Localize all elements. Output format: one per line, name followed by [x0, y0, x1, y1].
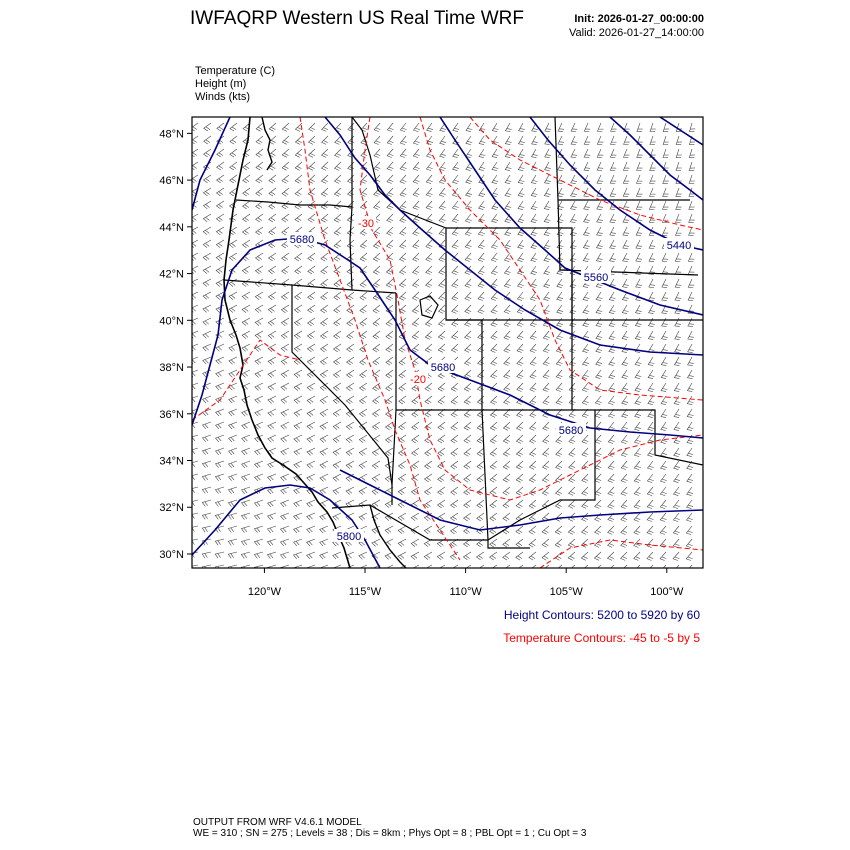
lat-tick-label: 32°N	[159, 502, 184, 515]
lon-tick-label: 120°W	[247, 586, 281, 598]
height-label-5680-central: 5680	[430, 362, 456, 374]
lat-tick-label: 40°N	[159, 315, 184, 328]
temperature-contour-legend: Temperature Contours: -45 to -5 by 5	[503, 631, 700, 645]
lat-tick-label: 46°N	[159, 175, 184, 188]
lat-tick-label: 44°N	[159, 221, 184, 234]
lat-tick-label: 30°N	[159, 548, 184, 561]
lat-tick-label: 48°N	[159, 128, 184, 141]
lat-tick-label: 42°N	[159, 268, 184, 281]
lat-tick-label: 36°N	[159, 408, 184, 421]
field-label-winds: Winds (kts)	[195, 91, 250, 103]
lon-tick-label: 115°W	[348, 586, 382, 598]
height-label-5560: 5560	[583, 272, 609, 284]
lat-tick-label: 34°N	[159, 455, 184, 468]
temp-label-minus-20: -20	[410, 374, 426, 386]
valid-time: Valid: 2026-01-27_14:00:00	[569, 27, 704, 39]
lon-tick-label: 105°W	[549, 586, 583, 598]
height-label-5800: 5800	[336, 531, 362, 543]
height-label-5440: 5440	[666, 240, 692, 252]
temp-label-minus-30: -30	[358, 218, 374, 230]
model-info-line2: WE = 310 ; SN = 275 ; Levels = 38 ; Dis = 8km ; Phys Opt = 8 ; PBL Opt = 1 ; Cu Opt = 3	[193, 828, 587, 839]
lon-tick-label: 100°W	[650, 586, 684, 598]
init-time: Init: 2026-01-27_00:00:00	[574, 13, 704, 25]
height-label-5680-east: 5680	[558, 425, 584, 437]
lat-tick-label: 38°N	[159, 362, 184, 375]
model-info-line1: OUTPUT FROM WRF V4.6.1 MODEL	[193, 817, 362, 828]
height-label-5680-north: 5680	[289, 234, 315, 246]
height-contour-legend: Height Contours: 5200 to 5920 by 60	[503, 608, 700, 622]
lon-tick-label: 110°W	[449, 586, 482, 598]
map-title: IWFAQRP Western US Real Time WRF	[190, 8, 524, 29]
field-label-height: Height (m)	[195, 78, 247, 90]
field-label-temperature: Temperature (C)	[195, 65, 276, 77]
